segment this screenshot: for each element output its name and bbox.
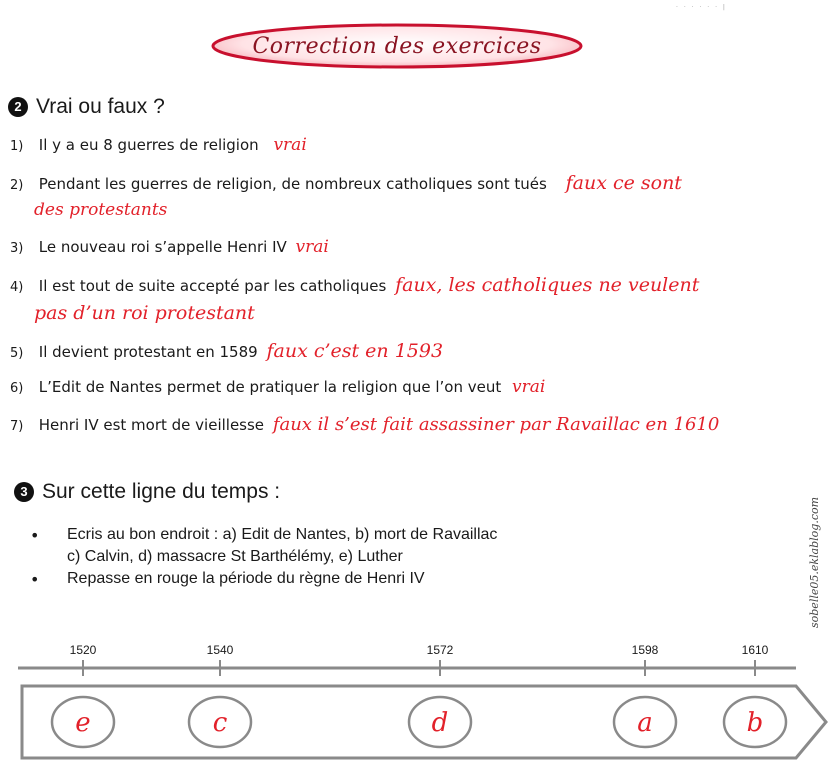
instruction-line: c) Calvin, d) massacre St Barthélémy, e) Luther <box>67 548 403 565</box>
timeline-answer-letter: d <box>431 708 449 738</box>
item-answer-continued: des protestants <box>34 200 168 220</box>
timeline-year-label: 1540 <box>206 643 234 657</box>
item-text: Il est tout de suite accepté par les catholiques <box>38 277 387 295</box>
timeline <box>0 628 840 775</box>
section3-heading <box>14 480 280 504</box>
item-answer: faux ce sont <box>565 172 682 194</box>
item-answer: vrai <box>512 377 546 397</box>
section3-title: Sur cette ligne du temps : <box>42 480 281 503</box>
instruction-line: Ecris au bon endroit : a) Edit de Nantes, b) mort de Ravaillac <box>67 526 498 543</box>
list-item <box>10 378 545 398</box>
list-item <box>10 136 307 156</box>
timeline-answer-letter: a <box>637 708 653 738</box>
item-answer: vrai <box>295 237 329 257</box>
timeline-answer-letter: b <box>746 708 764 738</box>
section2-title: Vrai ou faux ? <box>36 95 165 118</box>
item-answer: vrai <box>273 135 307 155</box>
top-scribble: · · · · · · | <box>676 4 727 11</box>
instruction-line: Repasse en rouge la période du règne de Henri IV <box>67 570 425 587</box>
timeline-arrow <box>22 686 826 758</box>
item-answer: faux c’est en 1593 <box>266 340 444 362</box>
timeline-year-label: 1598 <box>631 643 659 657</box>
item-number: 4) <box>10 280 24 295</box>
timeline-year-label: 1610 <box>741 643 769 657</box>
item-number: 7) <box>10 419 24 434</box>
list-item <box>10 238 329 258</box>
item-answer-continued: pas d’un roi protestant <box>34 302 255 324</box>
list-item <box>10 276 699 297</box>
item-text: Henri IV est mort de vieillesse <box>38 416 265 434</box>
item-number: 1) <box>10 139 24 154</box>
page-title: Correction des exercices <box>252 33 542 59</box>
item-number: 3) <box>10 241 24 256</box>
timeline-answer-letter: e <box>75 708 91 738</box>
section3-number: 3 <box>14 482 34 502</box>
section2-number: 2 <box>8 97 28 117</box>
item-text: Il devient protestant en 1589 <box>38 343 258 361</box>
timeline-year-label: 1572 <box>426 643 454 657</box>
item-text: Pendant les guerres de religion, de nombreux catholiques sont tués <box>38 175 547 193</box>
item-answer: faux, les catholiques ne veulent <box>395 274 700 296</box>
item-answer: faux il s’est fait assassiner par Ravaillac en 1610 <box>272 414 720 435</box>
item-text: L’Edit de Nantes permet de pratiquer la religion que l’on veut <box>38 378 502 396</box>
item-text: Le nouveau roi s’appelle Henri IV <box>38 238 287 256</box>
title-banner <box>210 22 584 70</box>
list-item <box>10 174 682 195</box>
item-number: 5) <box>10 346 24 361</box>
item-number: 2) <box>10 178 24 193</box>
list-item <box>10 342 443 363</box>
section2-heading <box>8 95 165 119</box>
timeline-answer-letter: c <box>212 708 228 738</box>
bullet-dot: • <box>30 526 40 545</box>
credit-watermark: sobelle05.eklablog.com <box>808 496 821 628</box>
item-text: Il y a eu 8 guerres de religion <box>38 136 259 154</box>
list-item <box>10 416 719 436</box>
timeline-year-label: 1520 <box>69 643 97 657</box>
item-number: 6) <box>10 381 24 396</box>
bullet-dot: • <box>30 570 40 589</box>
